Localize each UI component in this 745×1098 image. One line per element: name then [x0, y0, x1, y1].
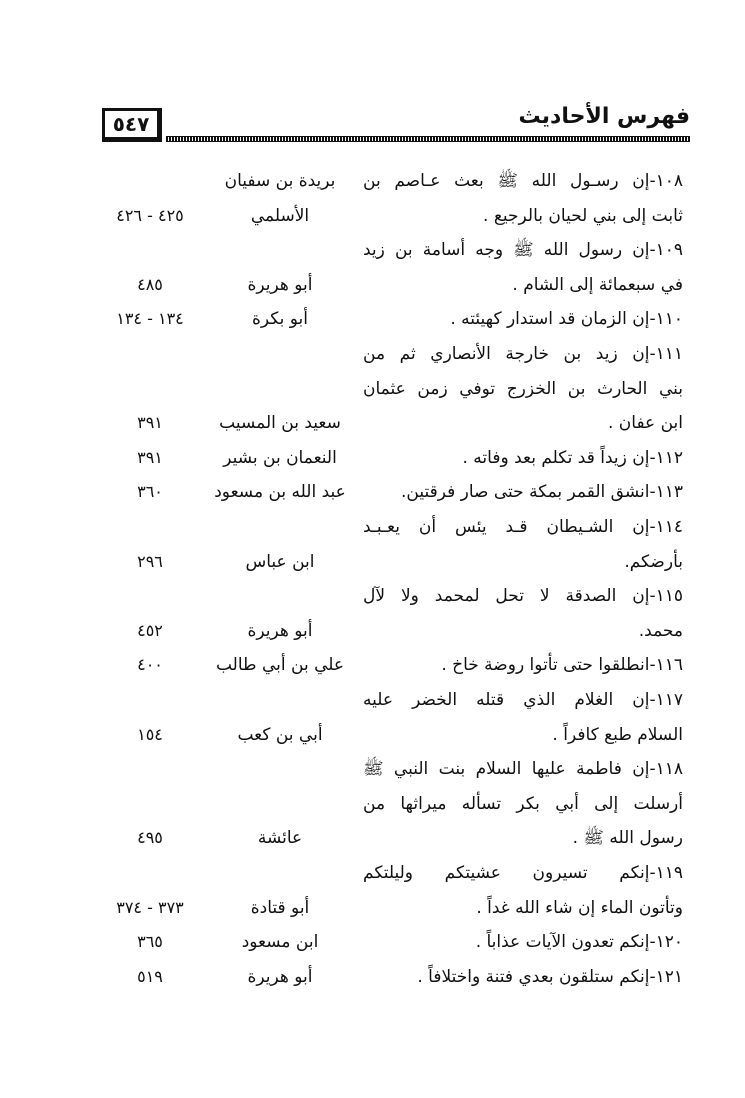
index-row — [0, 579, 745, 613]
narrator: أبو هريرة — [247, 620, 313, 641]
hadith-text: ١٢١-إنكم ستلقون بعدي فتنة واختلافاً . — [417, 966, 683, 987]
page-reference — [100, 752, 200, 786]
page-reference — [100, 337, 200, 371]
hadith-text: ١١٥-إن الصدقة لا تحل لمحمد ولا لآل — [363, 586, 683, 607]
index-row — [0, 545, 745, 579]
index-row — [0, 510, 745, 544]
page-reference — [100, 579, 200, 613]
page-reference — [100, 510, 200, 544]
page-reference: ٣٩١ — [137, 447, 163, 467]
hadith-text: ١١٤-إن الشـيطان قـد يئس أن يعـبـد — [363, 517, 683, 537]
index-row — [0, 372, 745, 406]
page-reference: ٥١٩ — [137, 966, 163, 986]
narrator: الأسلمي — [250, 205, 310, 226]
index-row — [0, 718, 745, 752]
page-reference — [100, 233, 200, 267]
narrator: أبو بكرة — [251, 309, 309, 330]
header-rule — [166, 136, 690, 142]
hadith-text: ١١٣-انشق القمر بمكة حتى صار فرقتين. — [401, 482, 683, 503]
hadith-text: ١١٨-إن فاطمة عليها السلام بنت النبي ﷺ — [363, 759, 683, 780]
narrator — [205, 337, 355, 371]
hadith-text: أرسلت إلى أبي بكر تسأله ميراثها من — [363, 793, 683, 814]
index-row — [0, 441, 745, 475]
hadith-text: في سبعمائة إلى الشام . — [512, 274, 683, 295]
page-reference: ٤٥٢ — [137, 620, 163, 640]
page-number: ٥٤٧ — [102, 108, 162, 142]
page-reference: ٢٩٦ — [137, 551, 163, 571]
index-row — [0, 856, 745, 890]
index-row — [0, 960, 745, 994]
page-reference: ٣٦٠ — [137, 482, 163, 502]
hadith-text: محمد. — [638, 620, 683, 641]
page-reference: ١٥٤ — [137, 724, 163, 744]
index-row — [0, 683, 745, 717]
page-reference: ٤٩٥ — [137, 828, 163, 848]
narrator: ابن مسعود — [241, 932, 319, 953]
page-reference: ٣٩١ — [137, 413, 163, 433]
hadith-text: ١١١-إن زيد بن خارجة الأنصاري ثم من — [363, 344, 683, 364]
narrator — [205, 510, 355, 544]
index-row — [0, 891, 745, 925]
hadith-text: السلام طبع كافراً . — [552, 724, 683, 745]
index-row — [0, 614, 745, 648]
index-row — [0, 752, 745, 786]
hadith-text: ١٠٩-إن رسول الله ﷺ وجه أسامة بن زيد — [363, 240, 683, 261]
index-row — [0, 475, 745, 509]
narrator: علي بن أبي طالب — [215, 655, 345, 676]
index-row — [0, 337, 745, 371]
narrator: النعمان بن بشير — [223, 447, 337, 468]
narrator — [205, 579, 355, 613]
page-reference: ٤٨٥ — [137, 274, 163, 294]
index-row — [0, 821, 745, 855]
narrator: عبد الله بن مسعود — [214, 482, 346, 503]
hadith-text: ١١٦-انطلقوا حتى تأتوا روضة خاخ . — [441, 655, 683, 676]
narrator — [205, 856, 355, 890]
index-row — [0, 268, 745, 302]
page-reference — [100, 683, 200, 717]
index-row — [0, 648, 745, 682]
index-row — [0, 233, 745, 267]
page-reference — [100, 856, 200, 890]
page-reference — [100, 164, 200, 198]
hadith-text: ١١٢-إن زيداً قد تكلم بعد وفاته . — [462, 447, 683, 468]
hadith-text: بأرضكم. — [624, 551, 683, 572]
hadith-text: ١٢٠-إنكم تعدون الآيات عذاباً . — [475, 932, 683, 953]
page-reference — [100, 787, 200, 821]
page-reference: ١٣٤ - ١٣٤ — [116, 309, 184, 329]
narrator — [205, 683, 355, 717]
narrator: أبي بن كعب — [237, 724, 323, 745]
narrator — [205, 372, 355, 406]
page-reference: ٤٠٠ — [137, 655, 163, 675]
page-header — [100, 100, 690, 150]
narrator — [205, 752, 355, 786]
index-row — [0, 164, 745, 198]
page-reference — [100, 372, 200, 406]
hadith-text: ابن عفان . — [607, 413, 683, 434]
index-row — [0, 406, 745, 440]
index-row — [0, 199, 745, 233]
hadith-text: بني الحارث بن الخزرج توفي زمن عثمان — [363, 378, 683, 399]
narrator: أبو قتادة — [250, 897, 310, 918]
index-row — [0, 925, 745, 959]
page-reference: ٣٧٣ - ٣٧٤ — [116, 897, 184, 917]
hadith-text: ١١٩-إنكم تسيرون عشيتكم وليلتكم — [363, 863, 683, 883]
hadith-text: رسول الله ﷺ . — [572, 828, 683, 849]
narrator: أبو هريرة — [247, 274, 313, 295]
page-title: فهرس الأحاديث — [518, 104, 690, 129]
narrator: عائشة — [257, 828, 303, 849]
hadith-text: ١١٠-إن الزمان قد استدار كهيئته . — [450, 309, 683, 330]
narrator — [205, 233, 355, 267]
narrator — [205, 787, 355, 821]
narrator: بريدة بن سفيان — [224, 171, 336, 191]
page-reference: ٣٦٥ — [137, 932, 163, 952]
index-row — [0, 787, 745, 821]
index-row — [0, 302, 745, 336]
narrator: ابن عباس — [245, 551, 315, 572]
narrator: سعيد بن المسيب — [219, 413, 341, 434]
hadith-text: ثابت إلى بني لحيان بالرجيع . — [483, 205, 683, 226]
page-reference: ٤٢٥ - ٤٢٦ — [116, 205, 184, 225]
hadith-text: ١٠٨-إن رسـول الله ﷺ بعث عـاصم بن — [363, 171, 683, 191]
hadith-text: وتأتون الماء إن شاء الله غداً . — [476, 897, 683, 918]
hadith-text: ١١٧-إن الغلام الذي قتله الخضر عليه — [363, 690, 683, 710]
narrator: أبو هريرة — [247, 966, 313, 987]
